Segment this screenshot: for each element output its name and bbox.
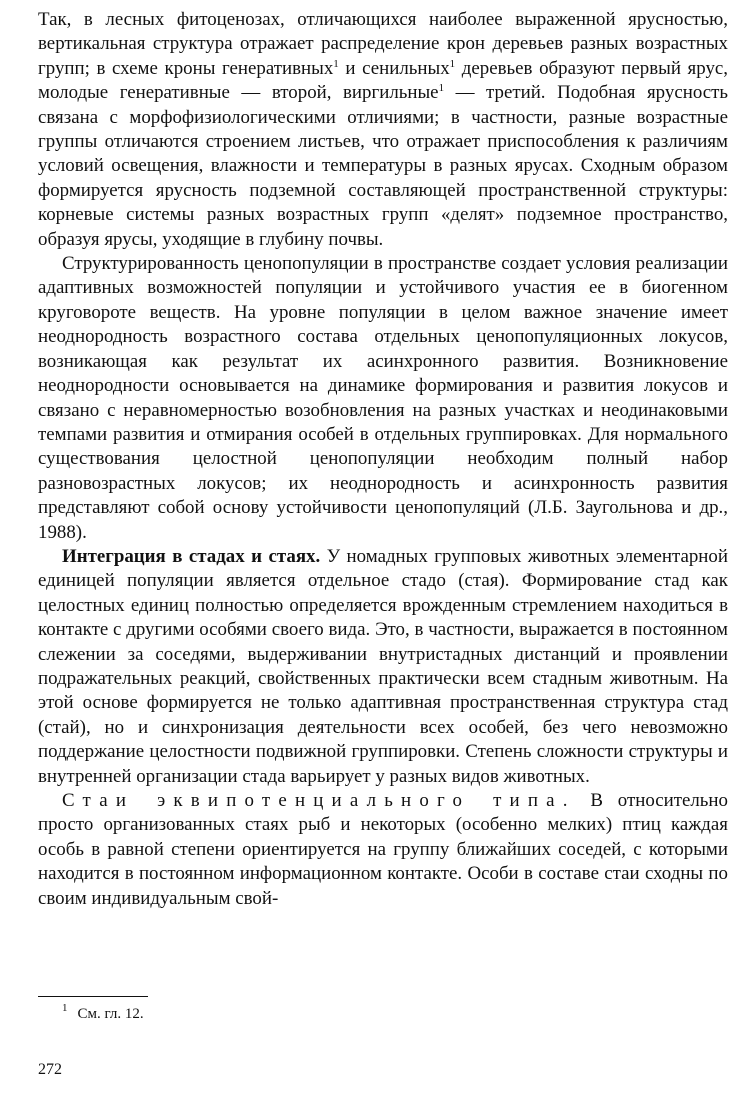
paragraph-cenopopulation: Структурированность ценопопуляции в пространстве создает условия реализации адаптивных возможностей популяции и устойчивого участия ее в биогенном круговороте веществ. На уровне популяции в целом важное значение имеет неоднородность возрастного состава отдельных ценопопуляционных локусов, возникающая как результат их асинхронного развития. Возникновение неоднородности основывается на динамике формирования и развития локусов и связано с неравномерностью возобновления на разных участках и неодинаковыми темпами развития и отмирания особей в отдельных группировках. Для нормального существования целостной ценопопуляции необходим полный набор разновозрастных локусов; их неоднородность и асинхронность развития представляют собой основу устойчивости ценопопуляций (Л.Б. Заугольнова и др., 1988). [38, 253, 728, 543]
paragraph-tiers [38, 8, 728, 252]
footnote-marker: 1 [438, 82, 445, 95]
footnote-number: 1 [62, 1002, 68, 1014]
footnote-text: См. гл. 12. [77, 1006, 144, 1022]
paragraph-herds [38, 545, 728, 789]
footnote [62, 1004, 144, 1024]
section-run-in-heading: Интеграция в стадах и стаях. [62, 545, 321, 567]
paragraph-text: деревьев образуют первый ярус, молодые генеративные — второй, виргильные [38, 57, 728, 104]
paragraph-text: В относительно просто организованных стаях рыб и некоторых (особенно мелких) птиц каждая особь в равной степени ориентируется на группу ближайших соседей, с которыми находится в постоянном информационном контакте. Особи в составе стаи сходны по своим индивидуальным свой- [38, 790, 728, 909]
paragraph-text: Так, в лесных фитоценозах, отличающихся наиболее выраженной ярусностью, вертикальная структура отражает распределение крон деревьев разных возрастных групп; в схеме кроны генеративных [38, 9, 728, 79]
paragraph-text: — третий. Подобная ярусность связана с морфофизиологическими отличиями; в частности, разные возрастные группы отличаются строением листьев, что отражает приспособления к различиям условий освещения, влажности и температуры в разных ярусах. Сходным образом формируется ярусность подземной составляющей пространственной структуры: корневые системы разных возрастных групп «делят» подземное пространство, образуя ярусы, уходящие в глубину почвы. [38, 82, 728, 250]
paragraph-equipotential [38, 789, 728, 911]
footnote-marker: 1 [333, 57, 339, 70]
footnote-marker: 1 [449, 57, 456, 70]
section-spaced-heading: Стаи эквипотенциального типа. [62, 790, 576, 811]
paragraph-text: У номадных групповых животных элементарной единицей популяции является отдельное стадо (стая). Формирование стад как целостных единиц полностью определяется врожденным стремлением находиться в контакте с другими особями своего вида. Это, в частности, выражается в постоянном слежении за соседями, выдерживании внутристадных дистанций и проявлении подражательных реакций, свойственных практически всем стадным животным. На этой основе формируется не только адаптивная пространственная структура стад (стай), но и синхронизация деятельности всех особей, без чего невозможно поддержание целостности подвижной группировки. Степень сложности структуры и внутренней организации стада варьирует у разных видов животных. [38, 545, 728, 787]
page-number: 272 [38, 1061, 62, 1078]
paragraph-text: и сенильных [338, 57, 450, 79]
footnote-divider [38, 996, 148, 997]
